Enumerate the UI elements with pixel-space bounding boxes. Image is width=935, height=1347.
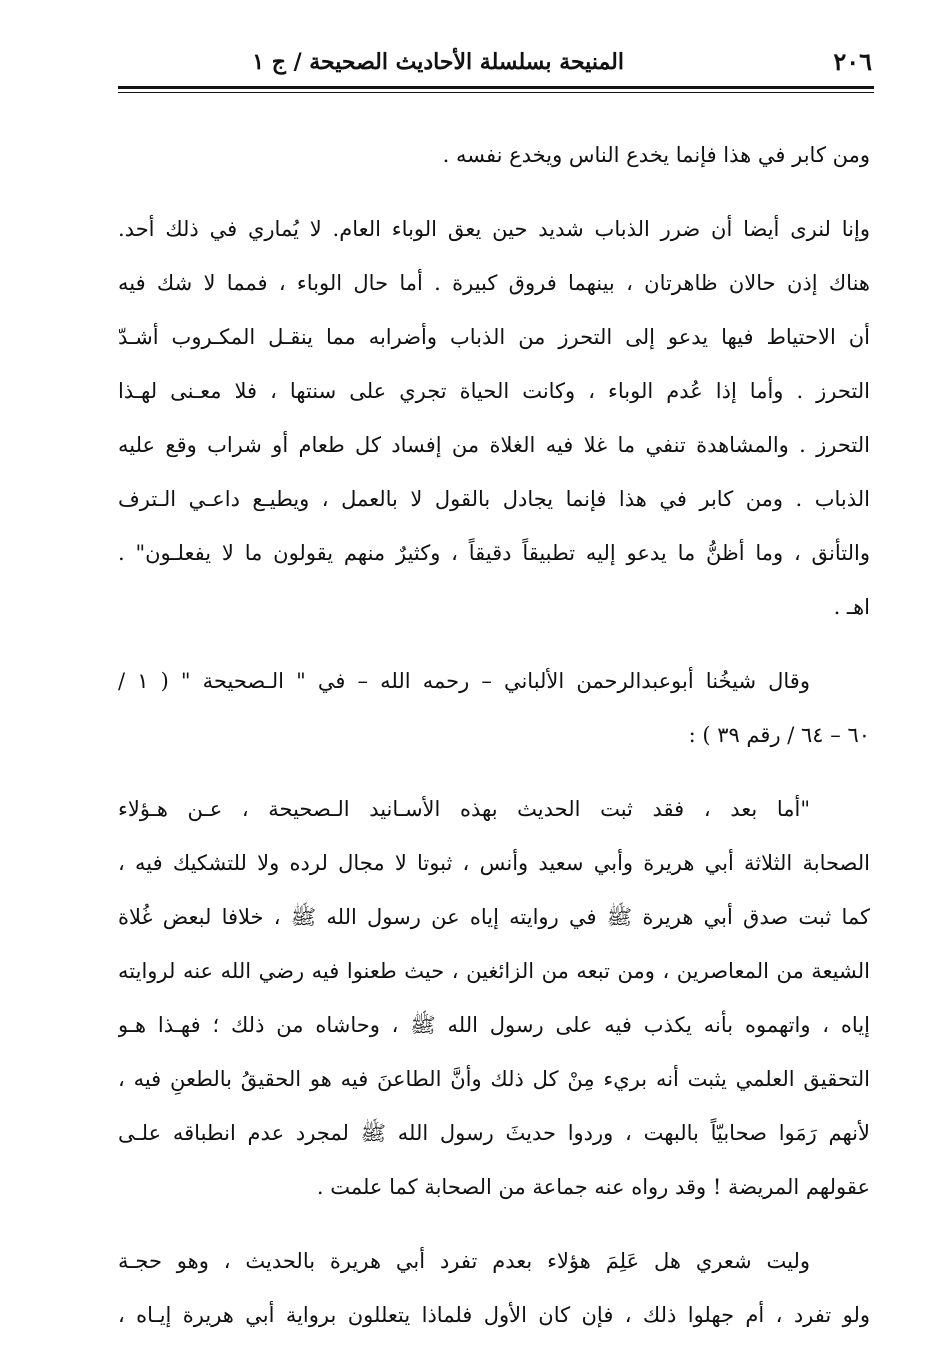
text-line: الشيعة من المعاصرين ، ومن تبعه من الزائغين ، حيث طعنوا فيه رضي الله عنه لروايته <box>118 959 870 983</box>
body-text <box>118 128 870 1342</box>
text-line: إياه ، واتهموه بأنه يكذب فيه على رسول الله ﷺ ، وحاشاه من ذلك ؛ فهـذا هـو <box>118 1013 870 1037</box>
text-line: لأنهم رَمَوا صحابيّاً بالبهت ، وردوا حديثَ رسول الله ﷺ لمجرد عدم انطباقه علـى <box>118 1121 870 1145</box>
text-line: وإنا لنرى أيضا أن ضرر الذباب شديد حين يعق الوباء العام. لا يُماري في ذلك أحد. <box>118 217 870 241</box>
text-line: هناك إذن حالان ظاهرتان ، بينهما فروق كبيرة . أما حال الوباء ، فمما لا شك فيه <box>118 271 870 295</box>
header-rule-thin <box>118 92 874 93</box>
text-line: وليت شعري هل عَلِمَ هؤلاء بعدم تفرد أبي هريرة بالحديث ، وهو حجـة <box>118 1249 810 1273</box>
text-line: التحرز . وأما إذا عُدم الوباء ، وكانت الحياة تجري على سنتها ، فلا معـنى لهـذا <box>118 379 870 403</box>
paragraph <box>118 128 870 182</box>
text-line: أن الاحتياط فيها يدعو إلى التحرز من الذباب وأضرابه مما ينقـل المكـروب أشـدّ <box>118 325 870 349</box>
text-line: الصحابة الثلاثة أبي هريرة وأبي سعيد وأنس ، ثبوتا لا مجال لرده ولا للتشكيك فيه ، <box>118 851 870 875</box>
paragraph <box>118 654 870 762</box>
text-line: "أما بعد ، فقد ثبت الحديث بهذه الأسـانيد الـصحيحة ، عـن هـؤلاء <box>118 797 810 821</box>
text-line: الذباب . ومن كابر في هذا فإنما يجادل بالقول لا بالعمل ، ويطيـع داعـي الـترف <box>118 487 870 511</box>
text-line: والتأنق ، وما أظنُّ ما يدعو إليه تطبيقاً دقيقاً ، وكثيرٌ منهم يقولون ما لا يفعلـون" . <box>118 541 870 565</box>
text-line: التحرز . والمشاهدة تنفي ما غلا فيه الغلاة من إفساد كل طعام أو شراب وقع عليه <box>118 433 870 457</box>
text-line: التحقيق العلمي يثبت أنه بريء مِنْ كل ذلك وأنَّ الطاعنَ فيه هو الحقيقُ بالطعنِ فيه ، <box>118 1067 870 1091</box>
text-line: ومن كابر في هذا فإنما يخدع الناس ويخدع نفسه . <box>442 143 870 167</box>
paragraph <box>118 782 870 1214</box>
paragraph <box>118 202 870 634</box>
text-line: ولو تفرد ، أم جهلوا ذلك ، فإن كان الأول فلماذا يتعللون برواية أبي هريرة إيـاه ، <box>118 1303 870 1327</box>
running-title: المنيحة بسلسلة الأحاديث الصحيحة / ج ١ <box>252 49 624 75</box>
text-line: ٦٠ – ٦٤ / رقم ٣٩ ) : <box>688 723 870 747</box>
header-rule-thick <box>118 86 874 89</box>
paragraph <box>118 1234 870 1342</box>
text-line: عقولهم المريضة ! وقد رواه عنه جماعة من الصحابة كما علمت . <box>316 1175 870 1199</box>
page-header <box>118 38 874 78</box>
text-line: كما ثبت صدق أبي هريرة ﷺ في روايته إياه عن رسول الله ﷺ ، خلافا لبعض غُلاة <box>118 905 870 929</box>
text-line: اهـ . <box>833 595 870 619</box>
text-line: وقال شيخُنا أبوعبدالرحمن الألباني – رحمه الله – في " الـصحيحة " ( ١ / <box>118 669 810 693</box>
page-number: ٢٠٦ <box>833 47 872 76</box>
